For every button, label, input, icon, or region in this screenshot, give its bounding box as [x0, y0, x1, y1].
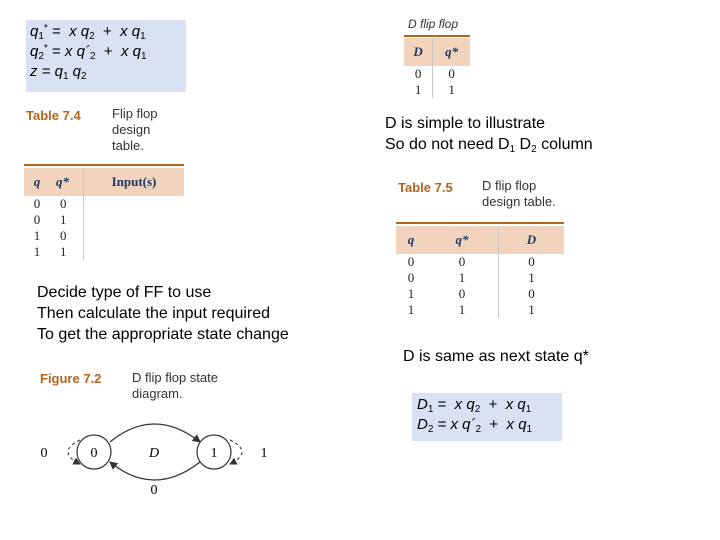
dff-table [404, 38, 470, 98]
table-row: 1 0 [24, 228, 184, 244]
table-header: q [396, 226, 426, 254]
dff-header-d: D [404, 38, 433, 66]
bottom-label: 0 [150, 483, 158, 498]
table-header: D [499, 226, 565, 254]
note-same: D is same as next state q* [403, 348, 589, 365]
table-row: 1 1 1 [407, 302, 535, 317]
note-decide: Decide type of FF to use Then calculate the input required To get the appropriate state change [37, 284, 289, 343]
table-cell: 1 [448, 82, 455, 97]
state-0-label: 0 [90, 446, 98, 461]
table-7-4-caption: Flip flop design table. [112, 106, 158, 153]
dff-table-title: D flip flop [408, 17, 459, 31]
table-7-5-label: Table 7.5 [398, 180, 453, 195]
loop-left-label: 0 [40, 446, 48, 461]
table-7-5-caption: D flip flop design table. [482, 178, 556, 209]
dff-header-qstar: q* [433, 38, 470, 66]
table-7-4 [24, 168, 184, 260]
table-header: q [24, 168, 50, 196]
state-1-label: 1 [210, 446, 218, 461]
bottom-equations-box [412, 393, 562, 441]
equation-d1: $D_1 = x$ $q_2 + x$ $q_1$ [417, 396, 532, 415]
table-row: 0 1 [24, 212, 184, 228]
table-7-5 [396, 226, 564, 318]
table-row: 0 1 1 [407, 270, 535, 285]
center-label: D [148, 446, 160, 461]
loop-right-label: 1 [260, 446, 268, 461]
equation-q2-next: $q_2^* = x$ $q´_2 + x$ $q_1$ [30, 43, 147, 62]
table-7-4-figure [24, 106, 190, 276]
equation-q1-next: $q_1^* = x$ $q_2 + x$ $q_1$ [30, 23, 146, 42]
transition-arc-bottom [110, 462, 200, 480]
figure-7-2-label: Figure 7.2 [40, 371, 102, 386]
divider [396, 222, 564, 224]
equation-d2: $D_2 = x$ $q´_2 + x$ $q_1$ [417, 416, 533, 435]
table-cell: 1 [404, 82, 433, 98]
table-header: Input(s) [84, 168, 185, 196]
self-loop-right [230, 440, 242, 464]
note-simple: D is simple to illustrate So do not need $D_1$ $D_2$ column [385, 115, 593, 155]
figure-7-2 [36, 368, 276, 498]
divider [24, 164, 184, 166]
transition-arc-top [110, 424, 200, 442]
table-7-5-figure [396, 178, 568, 330]
table-row: 1 0 0 [407, 286, 535, 301]
figure-7-2-caption: D flip flop state diagram. [132, 370, 218, 401]
table-row: 1 1 [24, 244, 184, 260]
table-row: 0 0 0 [407, 254, 535, 269]
table-cell: 0 [448, 66, 455, 81]
dff-table-figure [404, 16, 470, 104]
table-7-4-label: Table 7.4 [26, 108, 81, 123]
equation-z: $z = q_1$ $q_2$ [30, 63, 87, 82]
table-row: 0 0 [24, 196, 184, 212]
table-cell: 0 [404, 66, 433, 82]
top-equations-box [26, 20, 186, 92]
state-diagram [36, 368, 276, 498]
table-header: q* [426, 226, 499, 254]
divider [404, 35, 470, 37]
table-header: q* [50, 168, 84, 196]
